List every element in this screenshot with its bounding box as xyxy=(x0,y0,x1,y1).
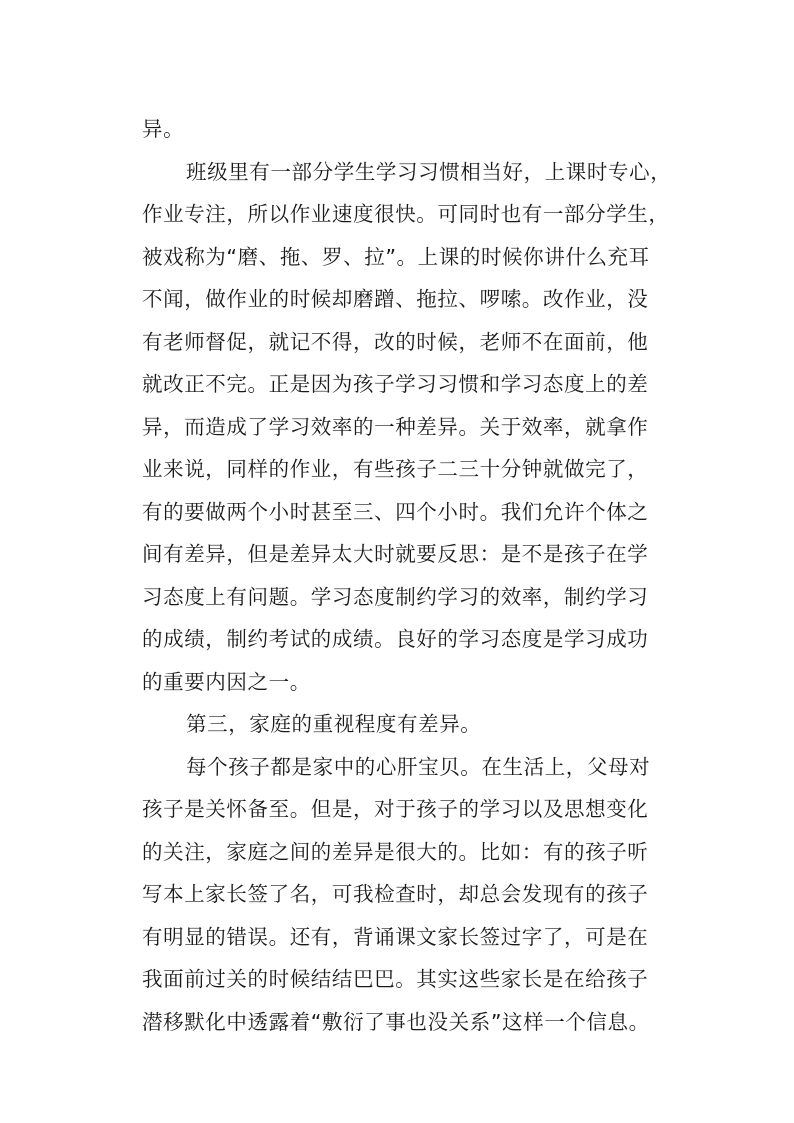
text-line: 习态度上有问题。学习态度制约学习的效率，制约学习 xyxy=(142,584,649,609)
document-body xyxy=(142,108,682,1043)
text-line: 每个孩子都是家中的心肝宝贝。在生活上，父母对 xyxy=(186,754,651,779)
text-line: 潜移默化中透露着“敷衍了事也没关系”这样一个信息。 xyxy=(142,1009,650,1034)
text-line: 的重要内因之一。 xyxy=(142,669,311,694)
text-line: 的成绩，制约考试的成绩。良好的学习态度是学习成功 xyxy=(142,627,649,651)
text-line: 间有差异，但是差异太大时就要反思：是不是孩子在学 xyxy=(142,542,649,566)
text-line: 我面前过关的时候结结巴巴。其实这些家长是在给孩子 xyxy=(142,967,649,991)
text-line: 被戏称为“磨、拖、罗、拉”。上课的时候你讲什么充耳 xyxy=(142,244,650,269)
text-line: 的关注，家庭之间的差异是很大的。比如：有的孩子听 xyxy=(142,839,649,864)
text-line: 不闻，做作业的时候却磨蹭、拖拉、啰嗦。改作业，没 xyxy=(142,287,649,311)
text-line: 有的要做两个小时甚至三、四个小时。我们允许个体之 xyxy=(142,499,649,524)
text-line: 孩子是关怀备至。但是，对于孩子的学习以及思想变化 xyxy=(142,797,649,821)
text-line: 有明显的错误。还有，背诵课文家长签过字了，可是在 xyxy=(142,924,649,949)
text-line: 班级里有一部分学生学习习惯相当好，上课时专心， xyxy=(186,159,672,184)
text-line: 作业专注，所以作业速度很快。可同时也有一部分学生， xyxy=(142,202,670,226)
text-line: 写本上家长签了名，可我检查时，却总会发现有的孩子 xyxy=(142,882,649,906)
text-line: 有老师督促，就记不得，改的时候，老师不在面前，他 xyxy=(142,329,649,354)
text-line: 业来说，同样的作业，有些孩子二三十分钟就做完了， xyxy=(142,457,649,481)
section-heading: 第三，家庭的重视程度有差异。 xyxy=(186,712,482,736)
text-line: 异，而造成了学习效率的一种差异。关于效率，就拿作 xyxy=(142,414,649,439)
text-line: 异。 xyxy=(142,117,185,141)
text-line: 就改正不完。正是因为孩子学习习惯和学习态度上的差 xyxy=(142,372,649,396)
